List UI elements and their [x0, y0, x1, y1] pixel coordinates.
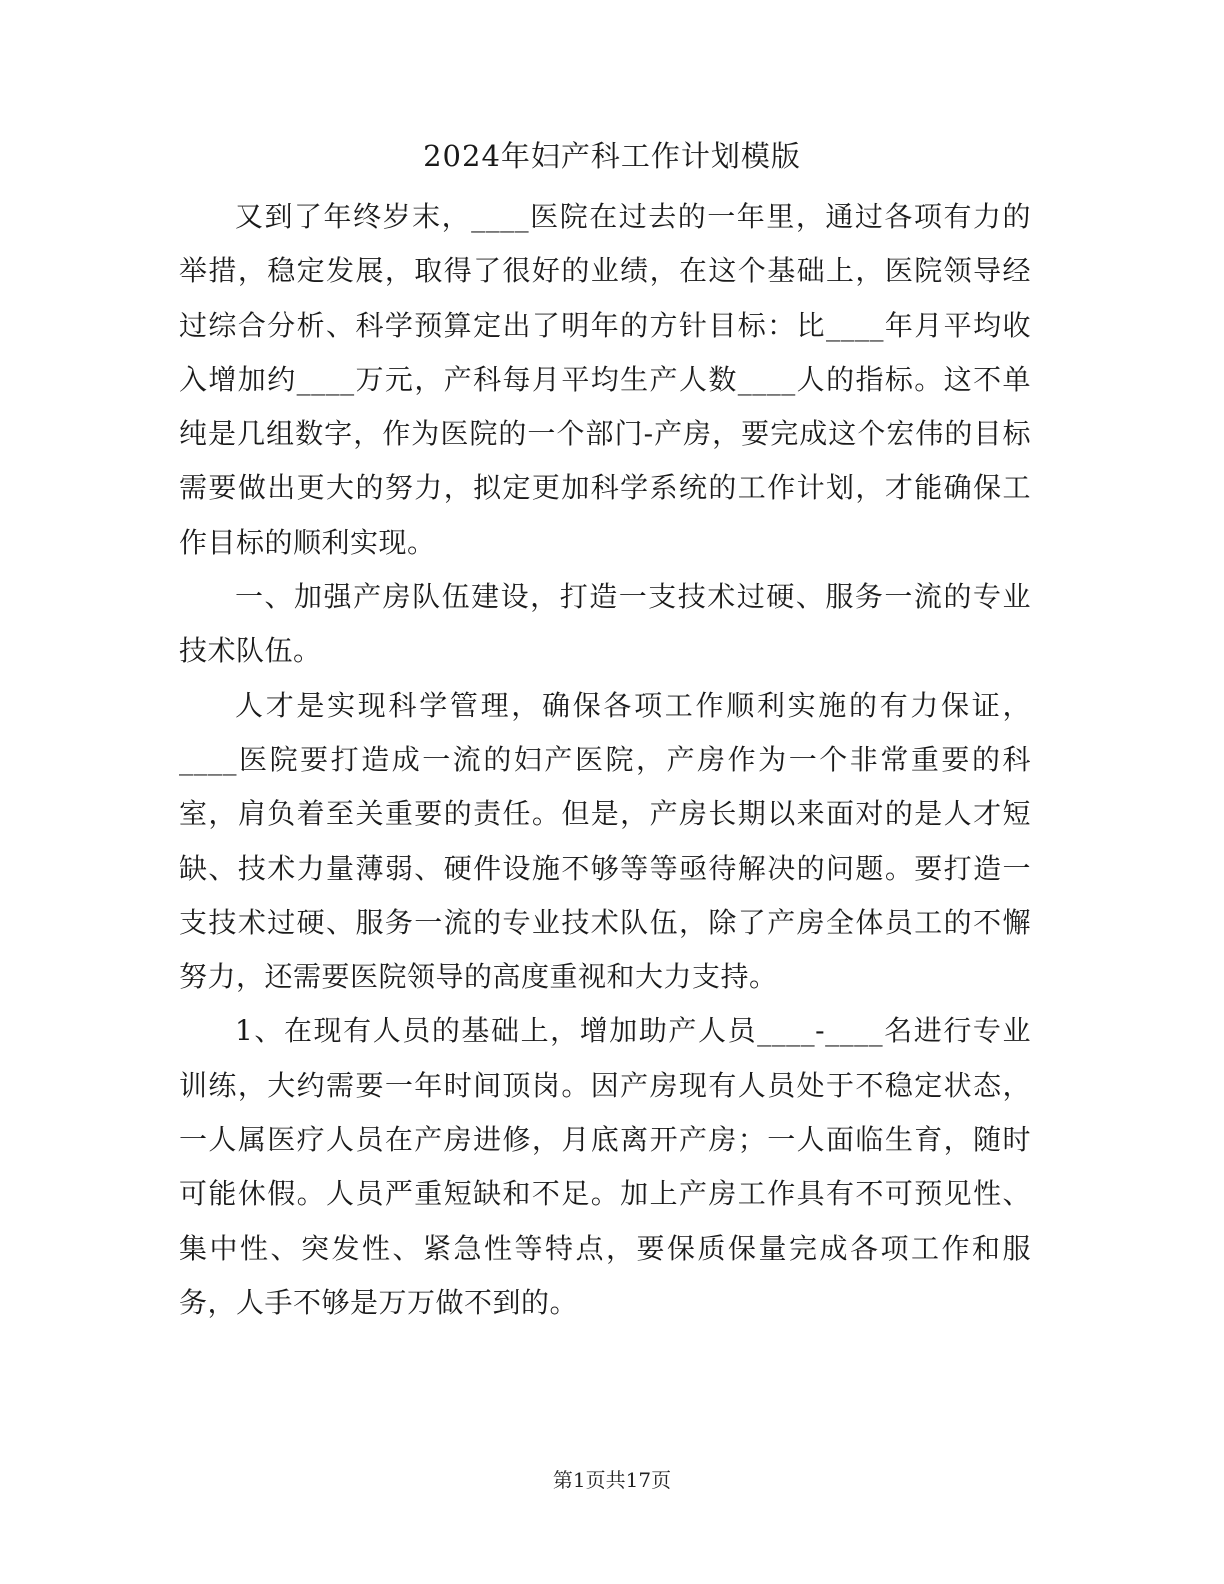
- paragraph-talent: 人才是实现科学管理，确保各项工作顺利实施的有力保证，____医院要打造成一流的妇产医院，产房作为一个非常重要的科室，肩负着至关重要的责任。但是，产房长期以来面对的是人才短缺、技术力量薄弱、硬件设施不够等等亟待解决的问题。要打造一支技术过硬、服务一流的专业技术队伍，除了产房全体员工的不懈努力，还需要医院领导的高度重视和大力支持。: [179, 688, 1031, 994]
- page-number-footer: 第1页共17页: [552, 1468, 672, 1492]
- document-title: 2024年妇产科工作计划模版: [423, 139, 801, 173]
- paragraph-intro: 又到了年终岁末，____医院在过去的一年里，通过各项有力的举措，稳定发展，取得了很好的业绩，在这个基础上，医院领导经过综合分析、科学预算定出了明年的方针目标：比____年月平均收入增加约____万元，产科每月平均生产人数____人的指标。这不单纯是几组数字，作为医院的一个部门-产房，要完成这个宏伟的目标需要做出更大的努力，拟定更加科学系统的工作计划，才能确保工作目标的顺利实现。: [179, 200, 1031, 559]
- paragraph-section-heading: 一、加强产房队伍建设，打造一支技术过硬、服务一流的专业技术队伍。: [179, 580, 1031, 668]
- paragraph-staffing: 1、在现有人员的基础上，增加助产人员____-____名进行专业训练，大约需要一年时间顶岗。因产房现有人员处于不稳定状态，一人属医疗人员在产房进修，月底离开产房；一人面临生育，随时可能休假。人员严重短缺和不足。加上产房工作具有不可预见性、集中性、突发性、紧急性等特点，要保质保量完成各项工作和服务，人手不够是万万做不到的。: [179, 1014, 1031, 1319]
- document-body: [179, 190, 1031, 1330]
